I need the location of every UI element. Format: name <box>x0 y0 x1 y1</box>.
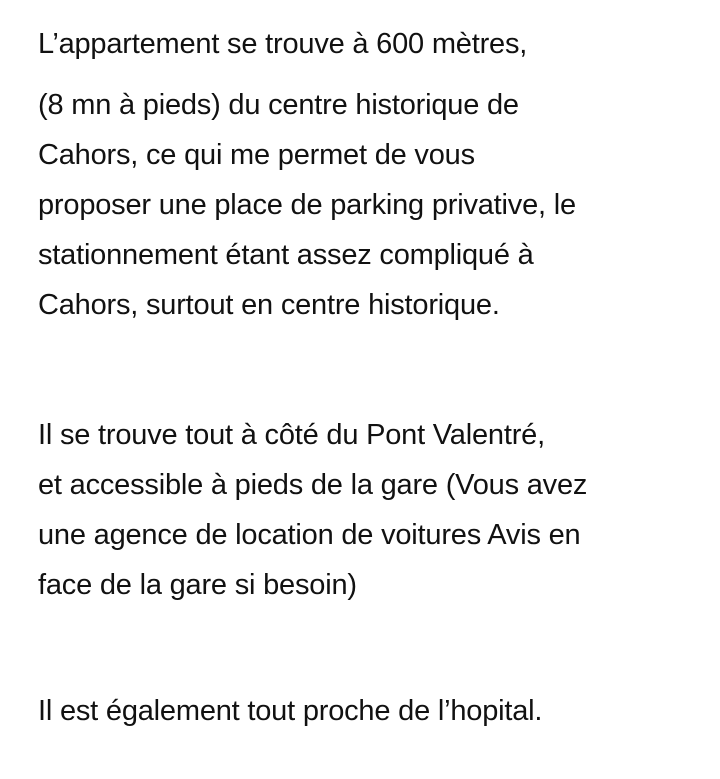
paragraph-apartment-location <box>38 20 698 330</box>
text-line: (8 mn à pieds) du centre historique de <box>38 89 519 121</box>
text-line: une agence de location de voitures Avis en <box>38 519 581 551</box>
paragraph-spacer <box>38 610 698 686</box>
text-line: Cahors, ce qui me permet de vous <box>38 139 475 171</box>
text-line: Il se trouve tout à côté du Pont Valentré, <box>38 419 545 451</box>
paragraph-hospital <box>38 686 698 736</box>
paragraph-spacer <box>38 330 698 410</box>
paragraph-access <box>38 410 698 610</box>
text-line: face de la gare si besoin) <box>38 569 357 601</box>
text-line: Cahors, surtout en centre historique. <box>38 289 500 321</box>
text-line: et accessible à pieds de la gare (Vous avez <box>38 469 588 501</box>
document-body <box>38 20 698 736</box>
text-line: Il est également tout proche de l’hopital. <box>38 695 543 727</box>
text-line: stationnement étant assez compliqué à <box>38 239 534 271</box>
text-line: proposer une place de parking privative, le <box>38 189 576 221</box>
text-line: L’appartement se trouve à 600 mètres, <box>38 28 528 60</box>
